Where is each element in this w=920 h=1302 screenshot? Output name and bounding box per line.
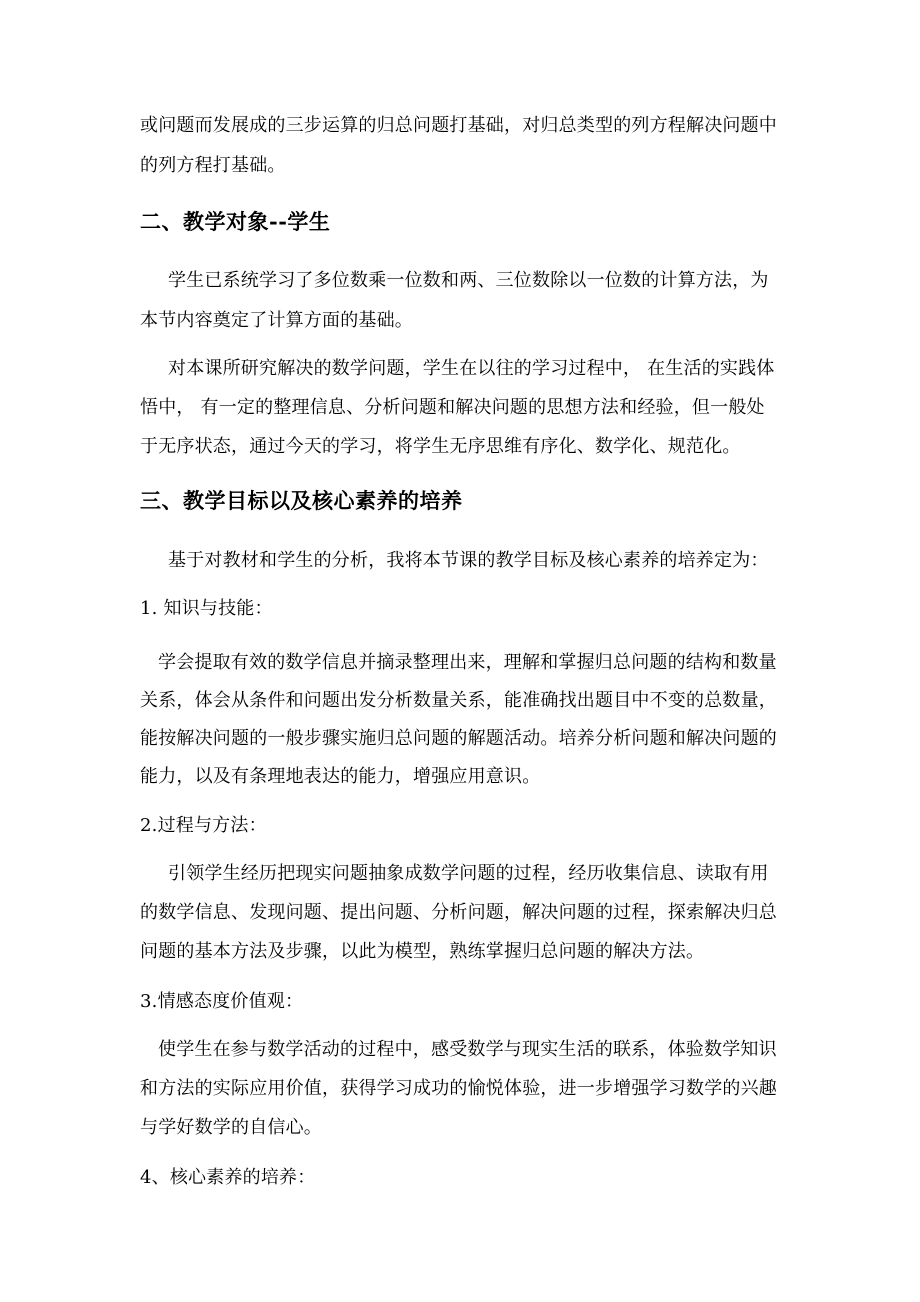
item4-title: 4、核心素养的培养： (140, 1167, 316, 1188)
item2-line-2: 的数学信息、发现问题、提出问题、分析问题，解决问题的过程，探索解决归总 (140, 902, 777, 923)
item2-title: 2.过程与方法： (140, 815, 267, 836)
section-heading-objectives: 三、教学目标以及核心素养的培养 (140, 488, 463, 513)
item1-line-4: 能力，以及有条理地表达的能力，增强应用意识。 (140, 766, 541, 787)
students-para2-line-2: 悟中， 有一定的整理信息、分析问题和解决问题的思想方法和经验，但一般处 (140, 397, 765, 418)
students-para2-line-1: 对本课所研究解决的数学问题，学生在以往的学习过程中， 在生活的实践体 (168, 358, 775, 379)
item2-line-1: 引领学生经历把现实问题抽象成数学问题的过程，经历收集信息、读取有用 (168, 863, 769, 884)
intro-line-1: 或问题而发展成的三步运算的归总问题打基础，对归总类型的列方程解决问题中 (140, 115, 777, 136)
students-para2-line-3: 于无序状态，通过今天的学习，将学生无序思维有序化、数学化、规范化。 (140, 436, 741, 457)
intro-line-2: 的列方程打基础。 (140, 155, 286, 176)
item1-line-2: 关系，体会从条件和问题出发分析数量关系，能准确找出题目中不变的总数量， (140, 690, 777, 711)
section-heading-students: 二、教学对象--学生 (140, 209, 331, 234)
item3-line-1: 使学生在参与数学活动的过程中，感受数学与现实生活的联系，体验数学知识 (158, 1039, 777, 1060)
item3-line-2: 和方法的实际应用价值，获得学习成功的愉悦体验，进一步增强学习数学的兴趣 (140, 1078, 777, 1099)
students-para1-line-1: 学生已系统学习了多位数乘一位数和两、三位数除以一位数的计算方法，为 (168, 270, 769, 291)
item1-line-1: 学会提取有效的数学信息并摘录整理出来，理解和掌握归总问题的结构和数量 (158, 652, 777, 673)
students-para1-line-2: 本节内容奠定了计算方面的基础。 (140, 310, 413, 331)
item2-line-3: 问题的基本方法及步骤，以此为模型，熟练掌握归总问题的解决方法。 (140, 941, 705, 962)
item3-title: 3.情感态度价值观： (140, 991, 304, 1012)
objectives-intro: 基于对教材和学生的分析，我将本节课的教学目标及核心素养的培养定为： (168, 550, 769, 571)
item1-title: 1. 知识与技能： (140, 598, 273, 619)
item3-line-3: 与学好数学的自信心。 (140, 1117, 322, 1138)
item1-line-3: 能按解决问题的一般步骤实施归总问题的解题活动。培养分析问题和解决问题的 (140, 728, 777, 749)
